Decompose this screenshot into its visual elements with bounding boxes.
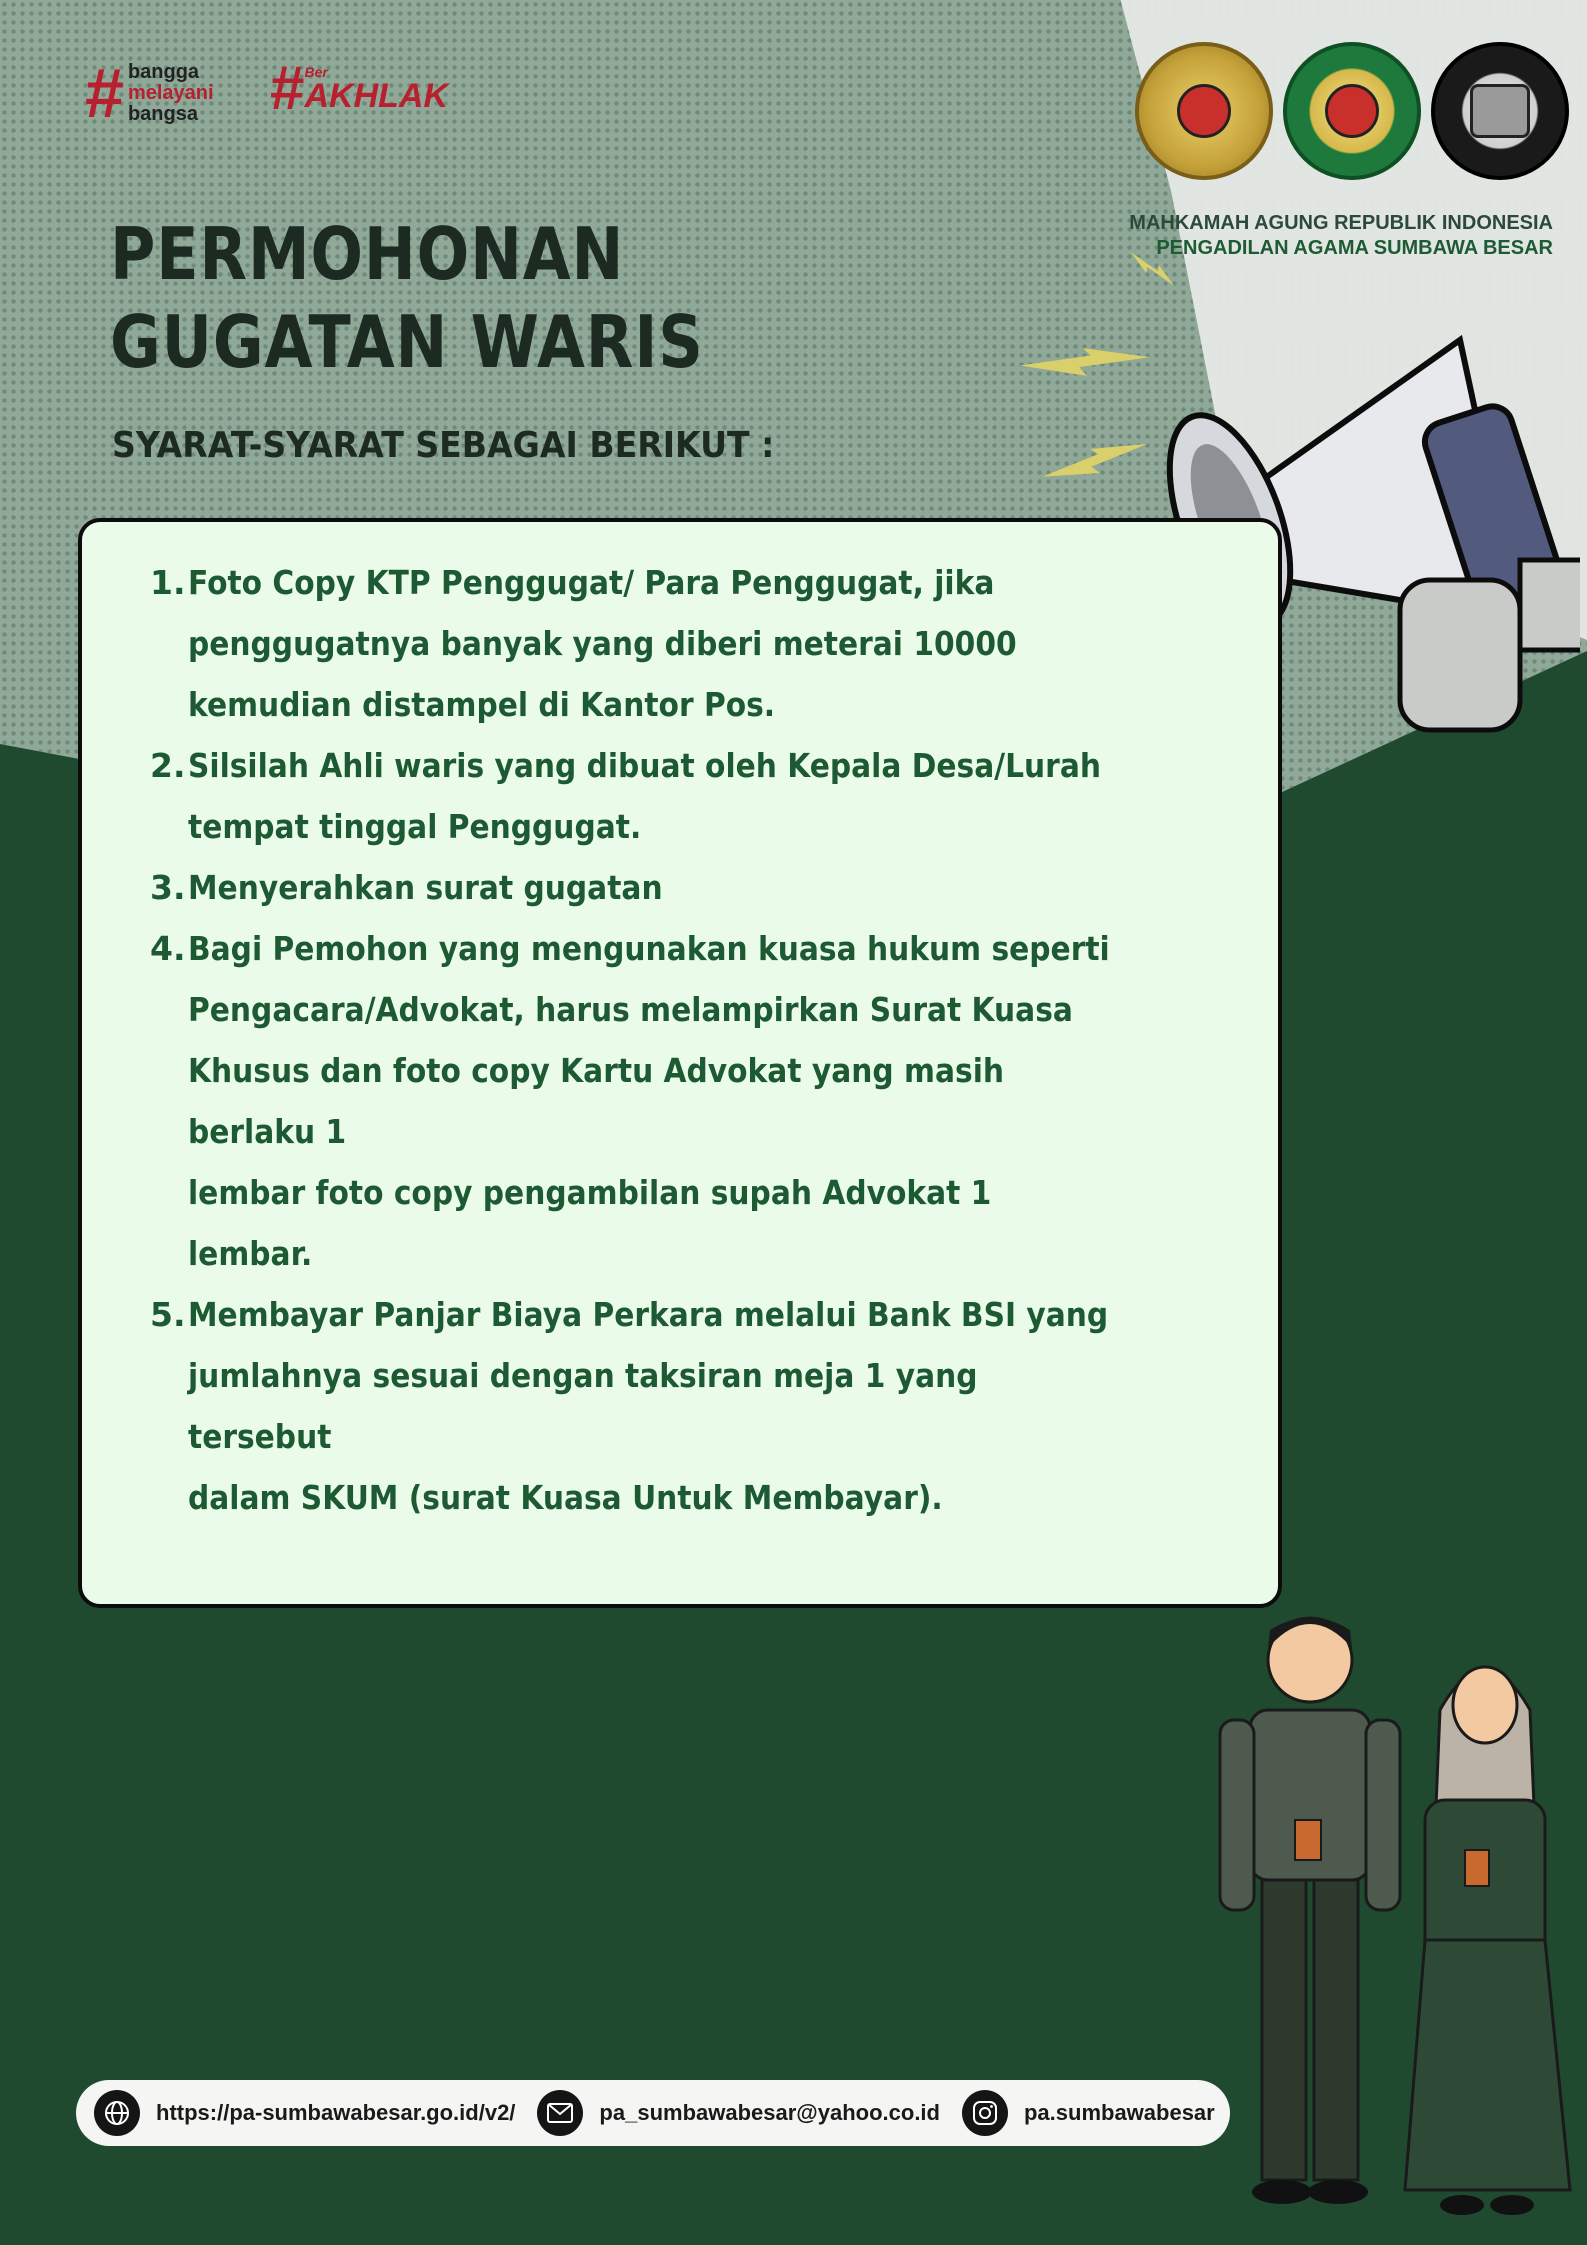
- requirements-subtitle: SYARAT-SYARAT SEBAGAI BERIKUT :: [112, 425, 775, 466]
- mail-icon: [537, 2090, 583, 2136]
- akhlak-prefix: Ber: [304, 64, 328, 80]
- hash-icon: #: [85, 54, 124, 132]
- akhlak-word: AKHLAK: [304, 77, 449, 115]
- institution-line-1: MAHKAMAH AGUNG REPUBLIK INDONESIA: [1129, 212, 1553, 234]
- requirement-item: [150, 918, 1218, 1284]
- instagram-contact[interactable]: [962, 2090, 1215, 2136]
- wbk-zona-integritas-seal-icon: [1431, 42, 1569, 180]
- ber-akhlak-logo: [270, 54, 449, 123]
- requirement-number: 2.: [150, 746, 186, 785]
- instagram-icon: [962, 2090, 1008, 2136]
- requirement-text: Foto Copy KTP Penggugat/ Para Penggugat, jika penggugatnya banyak yang diberi meterai 10000 kemudian distampel di Kantor Pos.: [188, 563, 1017, 724]
- globe-icon: [94, 2090, 140, 2136]
- mahkamah-agung-seal-icon: [1135, 42, 1273, 180]
- requirement-item: [150, 1284, 1218, 1528]
- bangga-word: bangga: [127, 60, 200, 83]
- email-link[interactable]: pa_sumbawabesar@yahoo.co.id: [599, 2100, 940, 2125]
- bangsa-word: bangsa: [127, 102, 198, 125]
- requirements-card: [78, 518, 1282, 1608]
- requirement-text: Menyerahkan surat gugatan: [188, 868, 663, 907]
- requirements-list: [82, 552, 1278, 1528]
- requirement-text: Silsilah Ahli waris yang dibuat oleh Kepala Desa/Lurah tempat tinggal Penggugat.: [188, 746, 1102, 846]
- title-line-1: PERMOHONAN: [110, 212, 625, 296]
- requirement-number: 5.: [150, 1295, 186, 1334]
- requirement-text: Membayar Panjar Biaya Perkara melalui Bank BSI yang jumlahnya sesuai dengan taksiran meja 1 yang tersebut dalam SKUM (surat Kuasa Untuk Membayar).: [188, 1295, 1109, 1517]
- requirement-text: Bagi Pemohon yang mengunakan kuasa hukum seperti Pengacara/Advokat, harus melampirkan Surat Kuasa Khusus dan foto copy Kartu Advokat yang masih berlaku 1 lembar foto copy pengambilan supah Advokat 1 lembar.: [188, 929, 1110, 1273]
- bangga-melayani-bangsa-logo: [85, 54, 214, 132]
- website-link[interactable]: https://pa-sumbawabesar.go.id/v2/: [156, 2100, 516, 2125]
- requirement-item: [150, 735, 1218, 857]
- pengadilan-agama-seal-icon: [1283, 42, 1421, 180]
- requirement-item: [150, 552, 1218, 735]
- requirement-item: [150, 857, 1218, 918]
- title-line-2: GUGATAN WARIS: [110, 300, 704, 384]
- page-title: [110, 210, 704, 386]
- court-staff-illustration: [1200, 1600, 1587, 2245]
- requirement-number: 3.: [150, 868, 186, 907]
- website-contact[interactable]: [94, 2090, 515, 2136]
- melayani-word: melayani: [127, 81, 214, 104]
- instagram-handle[interactable]: pa.sumbawabesar: [1023, 2100, 1215, 2125]
- institution-line-2: PENGADILAN AGAMA SUMBAWA BESAR: [1156, 237, 1553, 259]
- institution-seals: [1135, 42, 1569, 180]
- hash-icon: #: [270, 54, 305, 123]
- email-contact[interactable]: [537, 2090, 940, 2136]
- contact-footer: [76, 2080, 1230, 2146]
- requirement-number: 4.: [150, 929, 186, 968]
- requirement-number: 1.: [150, 563, 186, 602]
